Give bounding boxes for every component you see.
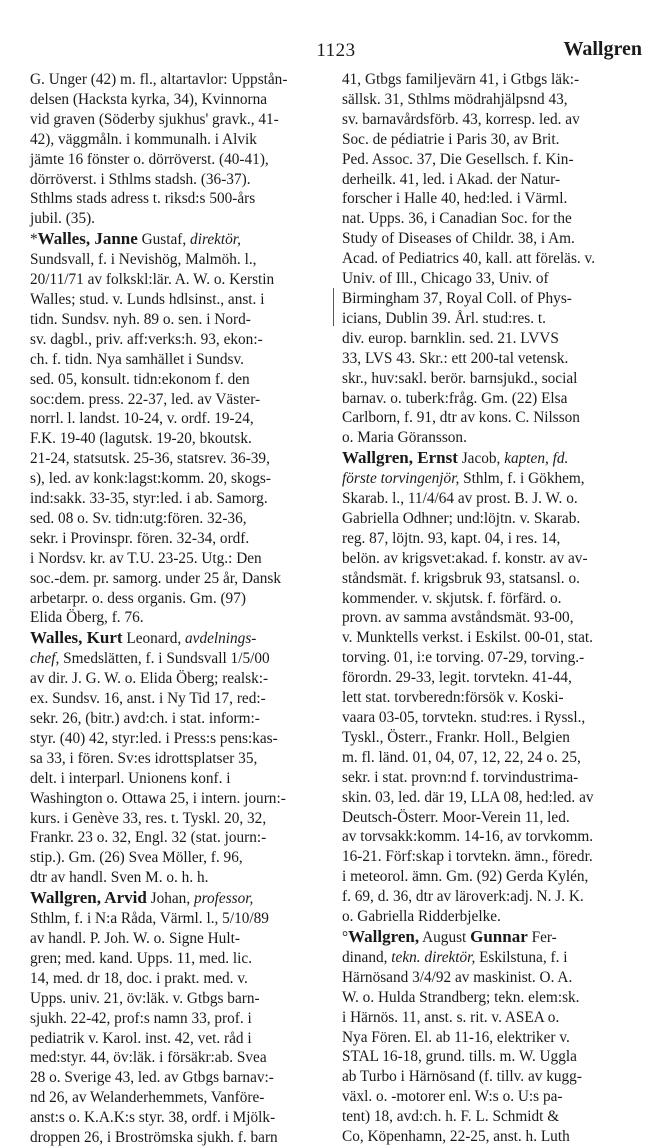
entry-line: soc.-dem. pr. samorg. under 25 år, Dansk bbox=[30, 569, 282, 587]
given-names: Leonard, bbox=[122, 630, 185, 648]
entry-line: ståndsmät. f. krigsbruk 93, statsansl. o. bbox=[342, 569, 580, 587]
entry-line: ex. Sundsv. 16, anst. i Ny Tid 17, red:- bbox=[30, 690, 266, 708]
entry-line: Soc. de pédiatrie i Paris 30, av Brit. bbox=[342, 130, 560, 148]
entry-line: Walles; stud. v. Lunds hdlsinst., anst. i bbox=[30, 290, 265, 308]
entry-line: med:styr. 44, öv:läk. i försäkr:ab. Svea bbox=[30, 1049, 267, 1067]
page-header bbox=[0, 0, 672, 66]
entry-head-line bbox=[342, 927, 632, 948]
entry-line: växl. o. -motorer enl. W:s o. U:s pa- bbox=[342, 1088, 563, 1106]
occupation: tekn. direktör, bbox=[391, 948, 476, 966]
entry-body bbox=[30, 250, 320, 628]
entry-line: torving. 01, i:e torving. 07-29, torving.- bbox=[342, 649, 585, 667]
entry-line: Sthlm, f. i N:a Råda, Värml. l., 5/10/89 bbox=[30, 910, 269, 928]
given-names: Johan, bbox=[146, 890, 194, 908]
entry-line bbox=[30, 649, 320, 669]
entry-line: sekr. 26, (bitr.) avd:ch. i stat. inform:- bbox=[30, 710, 260, 727]
entry-line: STAL 16-18, grund. tills. m. W. Uggla bbox=[342, 1048, 577, 1066]
entry-line: tent) 18, avd:ch. h. F. L. Schmidt & bbox=[342, 1108, 560, 1126]
entry-line: skin. 03, led. där 19, LLA 08, hed:led. av bbox=[342, 788, 594, 806]
entry-line: sekr. i stat. provn:nd f. torvindustrima- bbox=[342, 768, 579, 786]
entry-line: arbetarpr. o. dess organis. Gm. (97) bbox=[30, 589, 246, 607]
entry-line: delsen (Hacksta kyrka, 34), Kvinnorna bbox=[30, 90, 268, 108]
entry-line-text: Eskilstuna, f. i bbox=[475, 948, 568, 966]
entry-line-text: Sthlm, f. i Gökhem, bbox=[459, 470, 585, 488]
entry-line: f. 69, d. 36, dtr av läroverk:adj. N. J. K. bbox=[342, 888, 584, 906]
entry-line: Härnösand 3/4/92 av maskinist. O. A. bbox=[342, 968, 573, 986]
entry-line: förordn. 29-33, legit. torvtekn. 41-44, bbox=[342, 669, 572, 687]
entry-line: i meteorol. ämn. Gm. (92) Gerda Kylén, bbox=[342, 868, 589, 886]
call-name: Gunnar bbox=[470, 926, 528, 946]
entry-line: av dir. J. G. W. o. Elida Öberg; realsk:- bbox=[30, 670, 269, 688]
entry-line: av torvsakk:komm. 14-16, av torvkomm. bbox=[342, 828, 594, 846]
entry-body bbox=[30, 669, 320, 888]
entry-line: Birmingham 37, Royal Coll. of Phys- bbox=[342, 289, 572, 307]
running-head: Wallgren bbox=[563, 38, 642, 60]
column-divider bbox=[333, 288, 334, 326]
entry-line: Sundsvall, f. i Nevishög, Malmöh. l., bbox=[30, 251, 257, 269]
entry-line: i Härnös. 11, anst. s. rit. v. ASEA o. bbox=[342, 1008, 560, 1026]
headword: Walles, Kurt bbox=[30, 628, 123, 648]
page-number: 1123 bbox=[316, 40, 356, 61]
entry-line: 28 o. Sverige 43, led. av Gtbgs barnav:- bbox=[30, 1069, 274, 1087]
entry-head-line bbox=[30, 628, 320, 649]
given-names: Gustaf, bbox=[137, 231, 191, 249]
entry-line: dörröverst. i Sthlms stadsh. (36-37). bbox=[30, 170, 251, 188]
headword: Wallgren, Arvid bbox=[30, 888, 147, 908]
entry-line: pediatrik v. Karol. inst. 42, vet. råd i bbox=[30, 1029, 252, 1047]
given-names: August bbox=[419, 928, 471, 946]
entry-line: 21-24, statsutsk. 25-36, statsrev. 36-39, bbox=[30, 450, 270, 468]
entry-line: Upps. univ. 21, öv:läk. v. Gtbgs barn- bbox=[30, 989, 260, 1007]
entry-line: sjukh. 22-42, prof:s namn 33, prof. i bbox=[30, 1009, 252, 1027]
entry-walles-kurt bbox=[30, 628, 320, 888]
entry-line: Univ. of Ill., Chicago 33, Univ. of bbox=[342, 270, 549, 288]
left-column bbox=[30, 70, 320, 1148]
entry-line: anst:s o. K.A.K:s styr. 38, ordf. i Mjölk- bbox=[30, 1109, 276, 1127]
entry-line: 33, LVS 43. Skr.: ett 200-tal vetensk. bbox=[342, 349, 569, 367]
entry-line: sed. 08 o. Sv. tidn:utg:fören. 32-36, bbox=[30, 509, 247, 527]
entry-line: 41, Gtbgs familjevärn 41, i Gtbgs läk:- bbox=[342, 71, 580, 88]
entry-line: 20/11/71 av folkskl:lär. A. W. o. Kerstin bbox=[30, 271, 275, 289]
entry-line: nd 26, av Welanderhemmets, Vanföre- bbox=[30, 1089, 265, 1107]
entry-line: droppen 26, i Broströmska sjukh. f. barn bbox=[30, 1129, 278, 1147]
entry-line: Ped. Assoc. 37, Die Gesellsch. f. Kin- bbox=[342, 150, 574, 168]
entry-line: forscher i Halle 40, hed:led. i Värml. bbox=[342, 190, 568, 208]
entry-line: div. europ. barnklin. sed. 21. LVVS bbox=[342, 329, 559, 347]
entry-head-line bbox=[30, 888, 320, 909]
entry-line: icians, Dublin 39. Årl. stud:res. t. bbox=[342, 309, 546, 327]
entry-line: vid graven (Söderby sjukhus' gravk., 41- bbox=[30, 110, 279, 128]
entry-line: Sthlms stads adress t. riksd:s 500-års bbox=[30, 190, 256, 208]
entry-body bbox=[342, 489, 632, 927]
entry-line: barnav. o. tuberk:fråg. Gm. (22) Elsa bbox=[342, 389, 568, 407]
entry-line: 14, med. dr 18, doc. i prakt. med. v. bbox=[30, 969, 248, 987]
entry-wallgren-august bbox=[342, 927, 632, 1147]
entry-line: ab Turbo i Härnösand (f. tillv. av kugg- bbox=[342, 1068, 582, 1086]
entry-walles-janne bbox=[30, 229, 320, 628]
given-names: Jacob, bbox=[457, 450, 505, 468]
entry-line: delt. i interparl. Unionens konf. i bbox=[30, 769, 231, 787]
entry-line: Deutsch-Österr. Moor-Verein 11, led. bbox=[342, 808, 570, 826]
entry-line: sed. 05, konsult. tidn:ekonom f. den bbox=[30, 370, 250, 388]
entry-line: norrl. l. landst. 10-24, v. ordf. 19-24, bbox=[30, 410, 254, 428]
entry-line: o. Maria Göransson. bbox=[342, 429, 467, 447]
entry-line: styr. (40) 42, styr:led. i Press:s pens:kas- bbox=[30, 729, 278, 747]
entry-line: ch. f. tidn. Nya samhället i Sundsv. bbox=[30, 350, 244, 368]
entry-line: skr., huv:sakl. berör. barnsjukd., social bbox=[342, 369, 578, 387]
entry-line-pre: dinand, bbox=[342, 948, 392, 966]
entry-head-line bbox=[342, 448, 632, 469]
entry-wallgren-ernst bbox=[342, 448, 632, 927]
occupation: professor, bbox=[193, 890, 254, 908]
entry-line bbox=[342, 948, 632, 968]
given-names-cont: Fer- bbox=[527, 928, 557, 946]
entry-line: jubil. (35). bbox=[30, 210, 96, 228]
headword: Wallgren, Ernst bbox=[342, 448, 458, 468]
entry-line: derheilk. 41, led. i Akad. der Natur- bbox=[342, 170, 561, 188]
entry-line: nat. Upps. 36, i Canadian Soc. for the bbox=[342, 210, 572, 228]
entry-line: 42), väggmåln. i kommunalh. i Alvik bbox=[30, 130, 257, 148]
entry-line: tidn. Sundsv. nyh. 89 o. sen. i Nord- bbox=[30, 310, 251, 328]
entry-line: provn. av samma avståndsmät. 93-00, bbox=[342, 609, 574, 627]
entry-body bbox=[30, 909, 320, 1148]
entry-line: jämte 16 fönster o. dörröverst. (40-41), bbox=[30, 150, 269, 168]
entry-wallgren-arvid bbox=[30, 888, 320, 1148]
entry-line: kurs. i Genève 33, res. t. Tyskl. 20, 32, bbox=[30, 809, 267, 827]
occupation: avdelnings- bbox=[185, 630, 257, 648]
entry-line: Nya Fören. El. ab 11-16, elektriker v. bbox=[342, 1028, 570, 1046]
entry-line: i Nordsv. kr. av T.U. 23-25. Utg.: Den bbox=[30, 549, 262, 567]
entry-line: stip.). Gm. (26) Svea Möller, f. 96, bbox=[30, 849, 243, 867]
entry-line: sekr. i Provinspr. fören. 32-34, ordf. bbox=[30, 529, 250, 547]
entry-line: gren; med. kand. Upps. 11, med. lic. bbox=[30, 949, 253, 967]
entry-line: soc:dem. press. 22-37, led. av Väster- bbox=[30, 390, 261, 408]
occupation: direktör, bbox=[190, 231, 241, 249]
entry-line: G. Unger (42) m. fl., altartavlor: Uppstån- bbox=[30, 71, 288, 88]
headword: Wallgren, bbox=[348, 926, 420, 946]
entry-line: vaara 03-05, torvtekn. stud:res. i Ryssl., bbox=[342, 709, 586, 726]
entry-line: s), led. av konk:lagst:komm. 20, skogs- bbox=[30, 470, 271, 488]
entry-line: sv. barnavårdsförb. 43, korresp. led. av bbox=[342, 110, 580, 128]
entry-line: av handl. P. Joh. W. o. Signe Hult- bbox=[30, 929, 240, 947]
entry-line: Tyskl., Österr., Frankr. Holl., Belgien bbox=[342, 728, 570, 746]
entry-line: Frankr. 23 o. 32, Engl. 32 (stat. journ:- bbox=[30, 829, 267, 847]
entry-line: belön. av krigsvet:akad. f. konstr. av av- bbox=[342, 549, 588, 567]
entry-line: m. fl. länd. 01, 04, 07, 12, 22, 24 o. 25, bbox=[342, 748, 581, 766]
entry-line: reg. 87, löjtn. 93, kapt. 04, i res. 14, bbox=[342, 529, 561, 547]
entry-line: Acad. of Pediatrics 40, kall. att föreläs. v. bbox=[342, 250, 596, 268]
entry-line: sällsk. 31, Sthlms mödrahjälpsnd 43, bbox=[342, 90, 568, 108]
entry-line: 16-21. Förf:skap i torvtekn. ämn., föredr. bbox=[342, 848, 593, 866]
entry-line: v. Munktells verkst. i Eskilst. 00-01, stat. bbox=[342, 629, 593, 647]
entry-line: Gabriella Odhner; und:löjtn. v. Skarab. bbox=[342, 509, 581, 527]
entry-line: Carlborn, f. 91, dtr av kons. C. Nilsson bbox=[342, 409, 580, 427]
entry-line bbox=[342, 469, 632, 489]
headword: Walles, Janne bbox=[37, 229, 138, 249]
entry-body bbox=[342, 968, 632, 1147]
entry-line: Elida Öberg, f. 76. bbox=[30, 609, 144, 627]
occupation: kapten, fd. bbox=[504, 450, 569, 468]
entry-line: o. Gabriella Ridderbjelke. bbox=[342, 908, 501, 926]
entry-line: sa 33, i fören. Sv:es idrottsplatser 35, bbox=[30, 749, 258, 767]
entry-line: W. o. Hulda Strandberg; tekn. elem:sk. bbox=[342, 988, 580, 1006]
entry-line: ind:sakk. 33-35, styr:led. i ab. Samorg. bbox=[30, 490, 268, 508]
entry-line: Co, Köpenhamn, 22-25, anst. h. Luth bbox=[342, 1128, 570, 1146]
entry-line: F.K. 19-40 (lagutsk. 19-20, bkoutsk. bbox=[30, 430, 252, 448]
entry-line: sv. dagbl., priv. aff:verks:h. 93, ekon:- bbox=[30, 330, 263, 348]
entry-line: lett stat. torvberedn:försök v. Koski- bbox=[342, 689, 564, 707]
entry-line: dtr av handl. Sven M. o. h. h. bbox=[30, 869, 209, 887]
occupation-cont: förste torvingenjör, bbox=[342, 470, 460, 488]
entry-continuation-right bbox=[342, 70, 632, 448]
occupation-cont: chef, bbox=[30, 650, 60, 668]
entry-marker: * bbox=[30, 231, 38, 249]
entry-line: kommender. v. skjutsk. f. förfärd. o. bbox=[342, 589, 562, 607]
right-column bbox=[342, 70, 632, 1147]
entry-continuation-left bbox=[30, 70, 320, 229]
entry-line: Washington o. Ottawa 25, i intern. journ:- bbox=[30, 789, 286, 807]
entry-line: Skarab. l., 11/4/64 av prost. B. J. W. o. bbox=[342, 490, 578, 508]
entry-line-text: Smedslätten, f. i Sundsvall 1/5/00 bbox=[59, 650, 270, 668]
entry-head-line bbox=[30, 229, 320, 250]
entry-line: Study of Diseases of Childr. 38, i Am. bbox=[342, 230, 575, 248]
entry-marker: ° bbox=[342, 928, 349, 946]
